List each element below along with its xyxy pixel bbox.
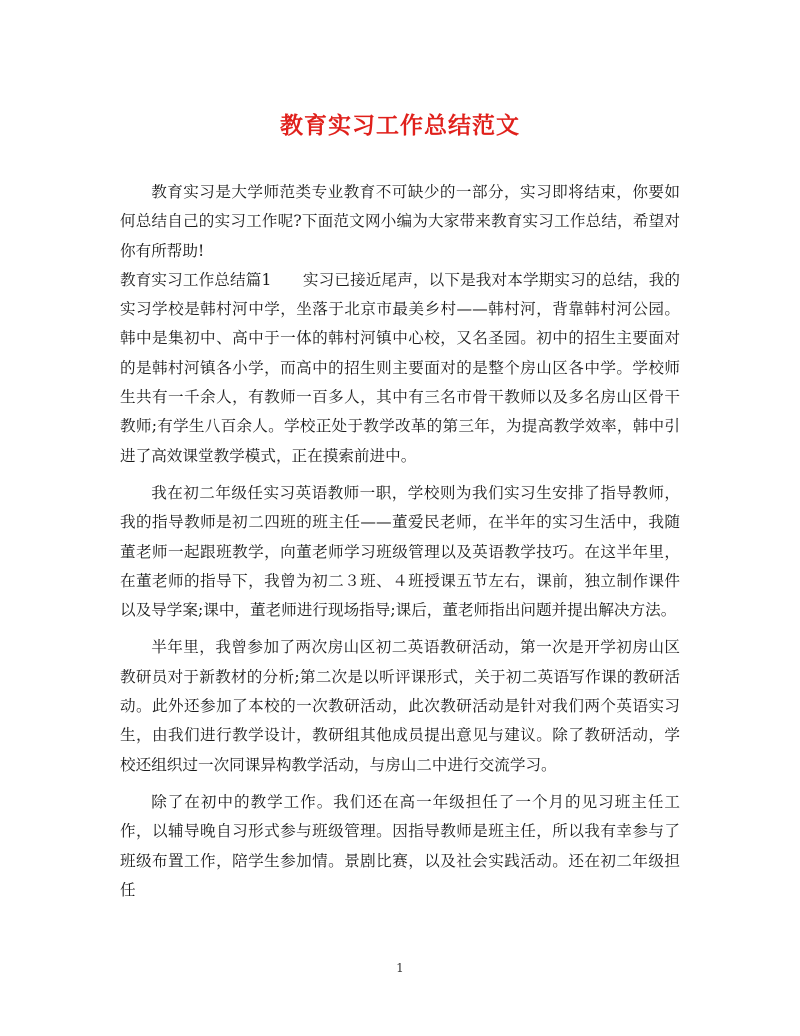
document-body [120,178,680,905]
paragraph-research: 半年里，我曾参加了两次房山区初二英语教研活动，第一次是开学初房山区教研员对于新教材的分析;第二次是以听评课形式，关于初二英语写作课的教研活动。此外还参加了本校的一次教研活动，此次教研活动是针对我们两个英语实习生，由我们进行教学设计，教研组其他成员提出意见与建议。除了教研活动，学校还组织过一次同课异构教学活动，与房山二中进行交流学习。 [120,638,680,774]
page-number: 1 [396,961,404,975]
paragraph-teaching: 我在初二年级任实习英语教师一职，学校则为我们实习生安排了指导教师，我的指导教师是初二四班的班主任——董爱民老师，在半年的实习生活中，我随董老师一起跟班教学，向董老师学习班级管理以及英语教学技巧。在这半年里，在董老师的指导下，我曾为初二３班、４班授课五节左右，课前，独立制作课件以及导学案;课中，董老师进行现场指导;课后，董老师指出问题并提出解决方法。 [120,483,680,620]
document-title: 教育实习工作总结范文 [280,112,520,139]
paragraph-intro: 教育实习是大学师范类专业教育不可缺少的一部分，实习即将结束，你要如何总结自己的实习工作呢?下面范文网小编为大家带来教育实习工作总结，希望对你有所帮助! [120,183,680,260]
paragraph-section-1: 教育实习工作总结篇1 实习已接近尾声，以下是我对本学期实习的总结，我的实习学校是韩村河中学，坐落于北京市最美乡村——韩村河，背靠韩村河公园。韩中是集初中、高中于一体的韩村河镇中心校，又名圣园。初中的招生主要面对的是韩村河镇各小学，而高中的招生则主要面对的是整个房山区各中学。学校师生共有一千余人，有教师一百多人，其中有三名市骨干教师以及多名房山区骨干教师;有学生八百余人。学校正处于教学改革的第三年，为提高教学效率，韩中引进了高效课堂教学模式，正在摸索前进中。 [120,270,680,465]
paragraph-class-management: 除了在初中的教学工作。我们还在高一年级担任了一个月的见习班主任工作，以辅导晚自习形式参与班级管理。因指导教师是班主任，所以我有幸参与了班级布置工作，陪学生参加情。景剧比赛，以及社会实践活动。还在初二年级担任 [120,792,680,899]
